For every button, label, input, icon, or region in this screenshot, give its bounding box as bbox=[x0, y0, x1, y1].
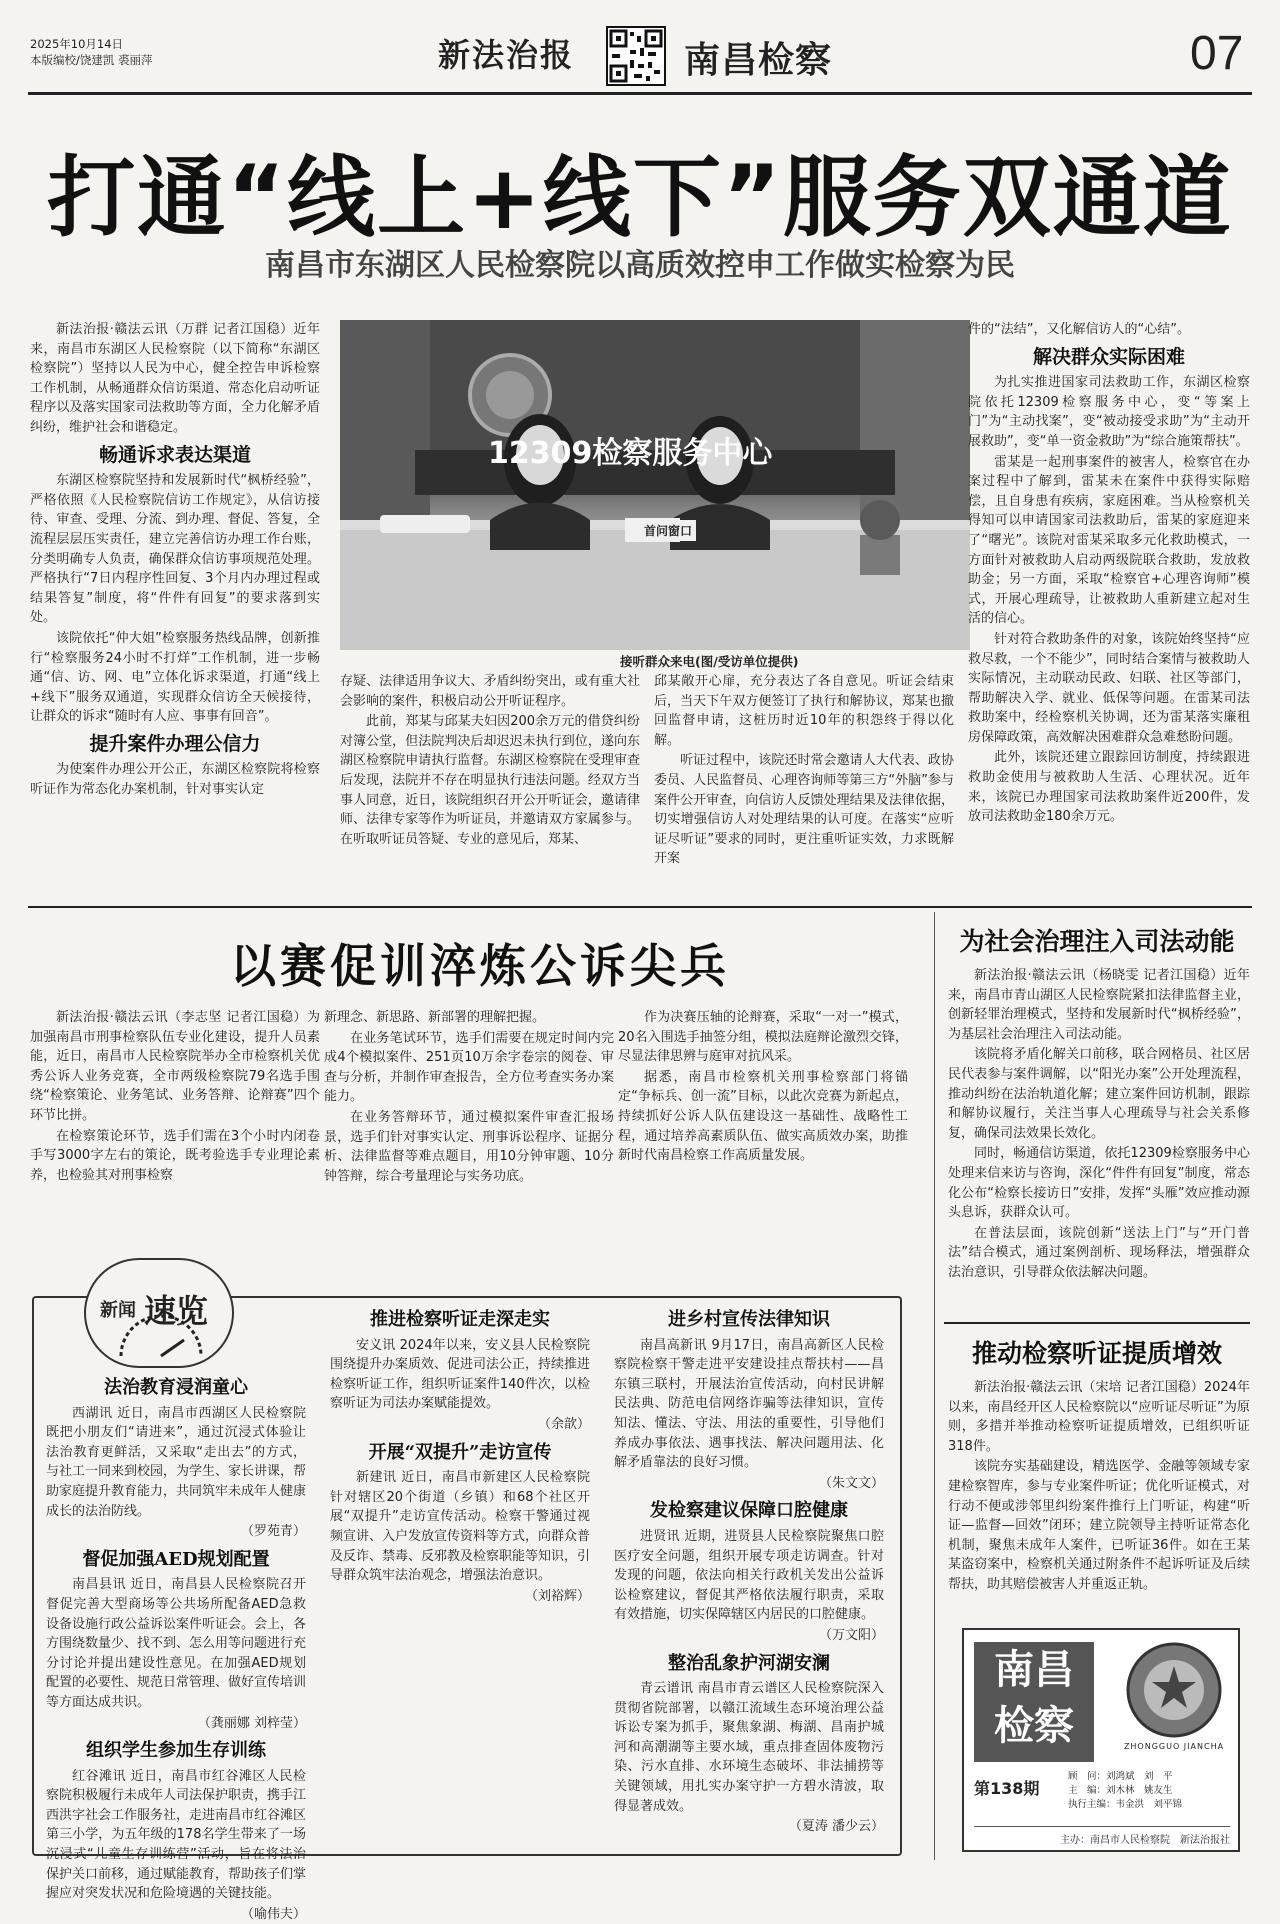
brief-text: 南昌县讯 近日，南昌县人民检察院召开督促完善大型商场等公共场所配备AED急救设备设施行政公益诉讼案件听证会。会上，各方围绕数量少、找不到、怎么用等问题进行充分讨论并提出建设性意见。在加强AED规划配置的必要性、规范日常管理、做好宣传培训等方面达成共识。 bbox=[46, 1577, 307, 1710]
brief-text: 安义讯 2024年以来，安义县人民检察院围绕提升办案质效、促进司法公正，持续推进检察听证工作，组织听证案件140件次，以检察听证为司法办案赋能提效。 bbox=[330, 1337, 591, 1412]
lead-paragraph: 听证过程中，该院还时常会邀请人大代表、政协委员、人民监督员、心理咨询师等第三方“外脑”参与案件公开审查，向信访人反馈处理结果及法律依据，切实增强信访人对处理结果的认可度。在落实“应听证尽听证”要求的同时，更注重听证实效，力求既解开案 bbox=[654, 753, 954, 867]
brief-text: 进贤讯 近期，进贤县人民检察院聚焦口腔医疗安全问题，组织开展专项走访调查。针对发现的问题，依法向相关行政机关发出公益诉讼检察建议，督促其严格依法履行职责，采取有效措施，切实保障辖区内居民的口腔健康。 bbox=[614, 1528, 884, 1623]
story2-paragraph: 新理念、新思路、新部署的理解把握。 bbox=[324, 1010, 546, 1025]
page-editors: 本版编校/饶建凯 裘丽萍 bbox=[30, 53, 153, 67]
brief-text: 青云谱讯 南昌市青云谱区人民检察院深入贯彻省院部署，以赣江流域生态环境治理公益诉讼专案为抓手，聚焦象湖、梅湖、昌南护城河和高潮湖等主要水域，重点排查固体废物污染、污水直排、水环境生态破坏、非法捕捞等关键领域，用扎实办案守护一方碧水清波，取得显著成效。 bbox=[614, 1681, 884, 1814]
brief-sign: （刘裕辉） bbox=[524, 1588, 590, 1604]
logo-line-2: 检察 bbox=[994, 1702, 1074, 1749]
brief-title: 法治教育浸润童心 bbox=[104, 1377, 248, 1398]
column-name: 南昌检察 bbox=[684, 39, 833, 81]
story3-paragraph: 在普法层面，该院创新“送法上门”与“开门普法”结合模式，通过案例剖析、现场释法，增强群众法治意识，引导群众依法解决问题。 bbox=[948, 1225, 1250, 1280]
lead-column-4 bbox=[968, 320, 1250, 828]
lead-paragraph: 此外，该院还建立跟踪回访制度，持续跟进救助金使用与被救助人生活、心理状况。近年来，该院已办理国家司法救助案件近200件，发放司法救助金180余万元。 bbox=[968, 750, 1250, 825]
staff-row: 执行主编：韦金洪 刘平锦 bbox=[1068, 1799, 1183, 1810]
brief-title: 发检察建议保障口腔健康 bbox=[650, 1500, 848, 1522]
brief-title: 进乡村宣传法律知识 bbox=[668, 1309, 830, 1330]
story2-paragraph: 作为决赛压轴的论辩赛，采取“一对一”模式，20名入围选手抽签分组，模拟法庭辩论激烈交锋，尽显法律思辨与庭审对抗风采。 bbox=[618, 1010, 908, 1065]
story2-column-3 bbox=[618, 1008, 908, 1167]
story3-body bbox=[948, 966, 1250, 1284]
story4-paragraph: 新法治报·赣法云讯（宋培 记者江国稳）2024年以来，南昌经开区人民检察院以“应听证尽听证”为原则，多措并举推动检察听证提质增效，已组织听证318件。 bbox=[948, 1380, 1250, 1454]
column-logo bbox=[974, 1642, 1094, 1762]
lead-photo bbox=[340, 320, 970, 650]
brief-text: 西湖讯 近日，南昌市西湖区人民检察院既把小朋友们“请进来”，通过沉浸式体验让法治教育更鲜活，又采取“走出去”的方式，与社工一同来到校园，为学生、家长讲课，帮助家庭提升教育能力，共同筑牢未成年人健康成长的法治防线。 bbox=[46, 1405, 307, 1519]
brief-sign: （夏涛 潘少云） bbox=[788, 1819, 884, 1835]
logo-line-1: 南昌 bbox=[994, 1646, 1074, 1693]
masthead-rule bbox=[28, 92, 1252, 95]
brief-text: 南昌高新讯 9月17日，南昌高新区人民检察院检察干警走进平安建设挂点帮扶村——昌东镇三联村，开展法治宣传活动，向村民讲解民法典、防范电信网络诈骗等法律知识，宣传知法、懂法、守法、用法的重要性，引导他们养成办事依法、遇事找法、解决问题用法、化解矛盾靠法的良好习惯。 bbox=[614, 1337, 884, 1471]
column-divider bbox=[934, 912, 935, 1860]
lead-column-1 bbox=[30, 320, 320, 801]
story2-column-1 bbox=[30, 1008, 320, 1186]
story4-body bbox=[948, 1378, 1250, 1596]
staff-row: 主 编：刘木林 姚友生 bbox=[1068, 1785, 1173, 1796]
brief-sign: （朱文文） bbox=[818, 1475, 884, 1491]
story4-headline: 推动检察听证提质增效 bbox=[971, 1339, 1222, 1368]
lead-subhead-1: 畅通诉求表达渠道 bbox=[98, 443, 251, 466]
brief-title: 推进检察听证走深走实 bbox=[370, 1309, 550, 1330]
story4-paragraph: 该院夯实基础建设，精选医学、金融等领域专家建检察智库，参与专业案件听证；优化听证模式，对行动不便或涉邻里纠纷案件推行上门听证，构建“听证—监督—回效”闭环；建立院领导主持听证常态化机制，聚焦未成年人案件，已听证36件。如在王某某盗窃案中，检察机关通过附条件不起诉听证及后续帮扶，助其赔偿被害人并重返正轨。 bbox=[948, 1459, 1250, 1592]
qr-code-icon[interactable] bbox=[606, 26, 666, 86]
story3-headline: 为社会治理注入司法动能 bbox=[959, 927, 1235, 956]
story2-paragraph: 据悉，南昌市检察机关刑事检察部门将锚定“争标兵、创一流”目标，以此次竞赛为新起点，持续抓好公诉人队伍建设这一基础性、战略性工程，通过培养高素质队伍、做实高质效办案，助推新时代南昌检察工作高质量发展。 bbox=[618, 1069, 908, 1164]
lead-paragraph: 东湖区检察院坚持和发展新时代“枫桥经验”，严格依照《人民检察院信访工作规定》，从信访接待、审查、受理、分流、到办理、督促、答复，全流程层层压实责任，建立完善信访办理工作台账，分类明确专人负责，确保群众信访事项规范处理。严格执行“7日内程序性回复、3个月内办理过程或结果答复”制度，将“件件有回复”的要求落到实处。 bbox=[30, 473, 320, 626]
brief-title: 督促加强AED规划配置 bbox=[82, 1548, 270, 1570]
brief-title: 整治乱象护河湖安澜 bbox=[668, 1652, 830, 1674]
story3-paragraph: 该院将矛盾化解关口前移，联合网格员、社区居民代表参与案件调解，以“阳光办案”公开处理流程，推动纠纷在法治轨道化解；建立案件回访机制，跟踪和解协议履行，关注当事人心理疏导与社会关系修复，确保司法效果长效化。 bbox=[948, 1047, 1250, 1141]
photo-caption: 接听群众来电(图/受访单位提供) bbox=[620, 654, 799, 669]
badge-small-text: 新闻 bbox=[100, 1300, 136, 1321]
lead-paragraph: 邱某敞开心扉，充分表达了各自意见。听证会结束后，当天下午双方便签订了执行和解协议，郑某也撤回监督申请，这桩历时近10年的积怨终于得以化解。 bbox=[654, 674, 954, 748]
lead-column-2 bbox=[340, 672, 640, 850]
paper-name: 新法治报 bbox=[438, 36, 575, 74]
section-rule bbox=[28, 906, 1252, 908]
brief-text: 红谷滩讯 近日，南昌市红谷滩区人民检察院积极履行未成年人司法保护职责，携手江西洪字社会工作服务社，走进南昌市红谷滩区第三小学，为五年级的178名学生带来了一场沉浸式“儿童生存训练营”活动，旨在将法治保护关口前移，通过赋能教育，帮助孩子们掌握应对突发状况和危险境遇的关键技能。 bbox=[46, 1768, 307, 1902]
emblem-caption: ZHONGGUO JIANCHA bbox=[1123, 1742, 1225, 1751]
story2-headline: 以赛促训淬炼公诉尖兵 bbox=[230, 939, 730, 993]
brief-sign: （万文阳） bbox=[818, 1627, 884, 1643]
masthead-date-block bbox=[30, 36, 153, 68]
lead-paragraph: 件的“法结”，又化解信访人的“心结”。 bbox=[968, 322, 1190, 337]
story2-paragraph: 在检察策论环节，选手们需在3个小时内闭卷手写3000字左右的策论，既考验选手专业理论素养，也检验其对刑事检察 bbox=[30, 1128, 320, 1183]
staff-row: 顾 问：刘鸿斌 刘 平 bbox=[1068, 1771, 1173, 1782]
lead-paragraph: 此前，郑某与邱某夫妇因200余万元的借贷纠纷对簿公堂，但法院判决后却迟迟未执行到位，遂向东湖区检察院申请执行监督。东湖区检察院在受理审查后发现，法院并不存在明显执行违法问题。经双方当事人同意，近日，该院组织召开公开听证会，邀请律师、法律专家等作为听证员，并邀请双方家属参与。在听取听证员答疑、专业的意见后，郑某、 bbox=[340, 714, 640, 847]
lead-paragraph: 针对符合救助条件的对象，该院始终坚持“应救尽救，一个不能少”，同时结合案情与被救助人实际情况，主动联动民政、妇联、社区等部门，帮助解决入学、就业、低保等问题。在雷某司法救助案中，经检察机关协调，还为雷某落实廉租房保障政策，高效解决困难群众急难愁盼问题。 bbox=[968, 631, 1250, 745]
news-brief-badge bbox=[84, 1258, 234, 1368]
brief-sign: （龚丽娜 刘梓莹） bbox=[197, 1715, 306, 1731]
lead-paragraph: 存疑、法律适用争议大、矛盾纠纷突出，或有重大社会影响的案件，积极启动公开听证程序。 bbox=[340, 674, 640, 709]
lead-subhead-3: 解决群众实际困难 bbox=[1032, 345, 1185, 368]
photo-sign: 12309检察服务中心 bbox=[488, 436, 773, 471]
brief-sign: （余歆） bbox=[537, 1416, 590, 1432]
colophon-box bbox=[962, 1628, 1240, 1852]
brief-column-1 bbox=[46, 1378, 306, 1924]
brief-column-3 bbox=[614, 1310, 884, 1837]
story2-paragraph: 在业务答辩环节，通过模拟案件审查汇报场景，选手们针对事实认定、刑事诉讼程序、证据分析、法律监督等难点题目，用10分钟审题、10分钟答辩，综合考量理论与实务功底。 bbox=[324, 1109, 614, 1184]
procuratorate-emblem-icon bbox=[1124, 1640, 1224, 1740]
lead-subhead-2: 提升案件办理公信力 bbox=[89, 732, 261, 755]
story3-paragraph: 新法治报·赣法云讯（杨晓雯 记者江国稳）近年来，南昌市青山湖区人民检察院紧扣法律监督主业，创新轻罪治理模式，坚持和发展新时代“枫桥经验”，为基层社会治理注入司法动能。 bbox=[948, 968, 1250, 1042]
lead-paragraph: 该院依托“仲大姐”检察服务热线品牌，创新推行“检察服务24小时不打烊”工作机制，进一步畅通“信、访、网、电”立体化诉求渠道，打通“线上+线下”服务双通道，实现群众信访全天候接待，让群众的诉求“随时有人应、事事有回音”。 bbox=[30, 630, 320, 725]
sponsor-line: 主办：南昌市人民检察院 新法治报社 bbox=[974, 1826, 1230, 1846]
story2-column-2 bbox=[324, 1008, 614, 1187]
section-rule bbox=[944, 1322, 1250, 1324]
brief-sign: （喻伟夫） bbox=[240, 1906, 306, 1922]
lead-headline: 打通“线上+线下”服务双通道 bbox=[47, 146, 1233, 249]
badge-big-text: 速览 bbox=[144, 1292, 209, 1330]
lead-column-3 bbox=[654, 672, 954, 870]
lead-intro: 新法治报·赣法云讯（万群 记者江国稳）近年来，南昌市东湖区人民检察院（以下简称“东湖区检察院”）坚持以人民为中心，健全控告申诉检察工作机制，从畅通群众信访渠道、常态化启动听证程序以及落实国家司法救助等方面，全力化解矛盾纠纷，维护社会和谐稳定。 bbox=[30, 322, 320, 435]
lead-paragraph: 雷某是一起刑事案件的被害人，检察官在办案过程中了解到，雷某未在案件中获得实际赔偿，且自身患有疾病，家庭困难。当从检察机关得知可以申请国家司法救助后，雷某的家庭迎来了“曙光”。该院对雷某采取多元化救助模式，一方面针对被救助人启动两级院联合救助，发放救助金；另一方面，采取“检察官+心理咨询师”模式，开展心理疏导，让被救助人重新建立起对生活的信心。 bbox=[968, 454, 1250, 627]
photo-desk-sign: 首问窗口 bbox=[640, 520, 696, 541]
brief-sign: （罗苑青） bbox=[240, 1524, 306, 1540]
speedometer-icon bbox=[116, 1330, 206, 1360]
brief-column-2 bbox=[330, 1310, 590, 1606]
colophon-staff bbox=[1068, 1770, 1182, 1812]
lead-paragraph: 为使案件办理公开公正，东湖区检察院将检察听证作为常态化办案机制，针对事实认定 bbox=[30, 762, 320, 798]
brief-title: 开展“双提升”走访宣传 bbox=[368, 1441, 552, 1463]
brief-title: 组织学生参加生存训练 bbox=[86, 1740, 266, 1762]
issue-number: 第138期 bbox=[974, 1779, 1040, 1798]
page-number: 07 bbox=[1190, 27, 1244, 80]
story2-paragraph: 在业务笔试环节，选手们需要在规定时间内完成4个模拟案件、251页10万余字卷宗的阅卷、审查与分析，并制作审查报告，全方位考查实务办案能力。 bbox=[324, 1030, 614, 1105]
story2-paragraph: 新法治报·赣法云讯（李志坚 记者江国稳）为加强南昌市刑事检察队伍专业化建设，提升人员素能，近日，南昌市人民检察院举办全市检察机关优秀公诉人业务竞赛，全市两级检察院79名选手围绕“检察策论、业务笔试、业务答辩、论辩赛”四个环节比拼。 bbox=[30, 1010, 320, 1123]
lead-deck: 南昌市东湖区人民检察院以高质效控申工作做实检察为民 bbox=[265, 248, 1015, 283]
lead-paragraph: 为扎实推进国家司法救助工作，东湖区检察院依托12309检察服务中心，变“等案上门”为“主动找案”，变“被动接受求助”为“主动开展救助”，变“单一资金救助”为“综合施策帮扶”。 bbox=[968, 375, 1250, 449]
story3-paragraph: 同时，畅通信访渠道，依托12309检察服务中心处理来信来访与咨询，深化“件件有回复”制度，常态化公布“检察长接访日”安排，发挥“头雁”效应推动源头息诉，获群众认可。 bbox=[948, 1146, 1250, 1221]
brief-text: 新建讯 近日，南昌市新建区人民检察院针对辖区20个街道（乡镇）和68个社区开展“双提升”走访宣传活动。检察干警通过视频宣讲、入户发放宣传资料等方式，向群众普及反诈、禁毒、反邪教及检察职能等知识，引导群众筑牢法治观念，增强法治意识。 bbox=[330, 1470, 591, 1584]
issue-date: 2025年10月14日 bbox=[30, 37, 124, 51]
